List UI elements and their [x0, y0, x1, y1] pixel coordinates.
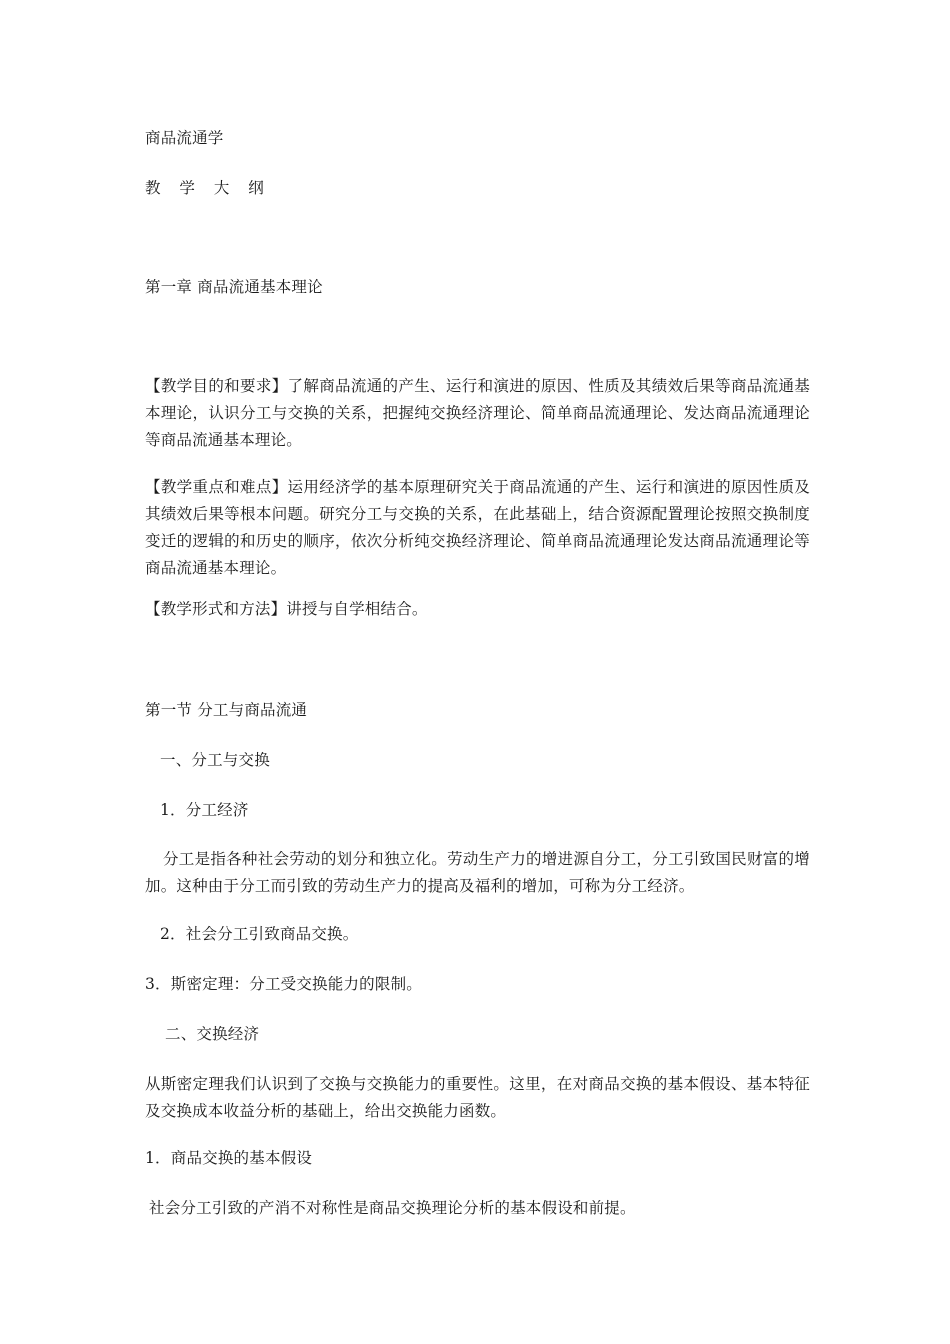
- syllabus-title: 教 学 大 纲: [145, 179, 271, 197]
- item-heading: 2．社会分工引致商品交换。: [160, 925, 359, 943]
- item-heading: 3．斯密定理：分工受交换能力的限制。: [145, 975, 422, 993]
- key-points-paragraph: 【教学重点和难点】运用经济学的基本原理研究关于商品流通的产生、运行和演进的原因性质及其绩效后果等根本问题。研究分工与交换的关系，在此基础上，结合资源配置理论按照交换制度变迁的逻辑的和历史的顺序，依次分析纯交换经济理论、简单商品流通理论发达商品流通理论等商品流通基本理论。: [145, 478, 810, 577]
- section-title: 第一节 分工与商品流通: [145, 701, 308, 719]
- division-of-labor-paragraph: 分工是指各种社会劳动的划分和独立化。劳动生产力的增进源自分工，分工引致国民财富的增加。这种由于分工而引致的劳动生产力的提高及福利的增加，可称为分工经济。: [145, 850, 810, 895]
- objectives-paragraph: 【教学目的和要求】了解商品流通的产生、运行和演进的原因、性质及其绩效后果等商品流通基本理论，认识分工与交换的关系，把握纯交换经济理论、简单商品流通理论、发达商品流通理论等商品流通基本理论。: [145, 377, 810, 449]
- chapter-title: 第一章 商品流通基本理论: [145, 278, 323, 296]
- item-heading: 1．商品交换的基本假设: [145, 1149, 313, 1167]
- item-heading: 1．分工经济: [160, 801, 249, 819]
- course-title: 商品流通学: [145, 129, 224, 147]
- exchange-intro-paragraph: 从斯密定理我们认识到了交换与交换能力的重要性。这里，在对商品交换的基本假设、基本特征及交换成本收益分析的基础上，给出交换能力函数。: [145, 1075, 810, 1120]
- assumption-paragraph: 社会分工引致的产消不对称性是商品交换理论分析的基本假设和前提。: [149, 1199, 636, 1217]
- subsection-heading: 一、分工与交换: [160, 751, 270, 769]
- methods-paragraph: 【教学形式和方法】讲授与自学相结合。: [145, 600, 428, 618]
- subsection-heading: 二、交换经济: [165, 1025, 260, 1043]
